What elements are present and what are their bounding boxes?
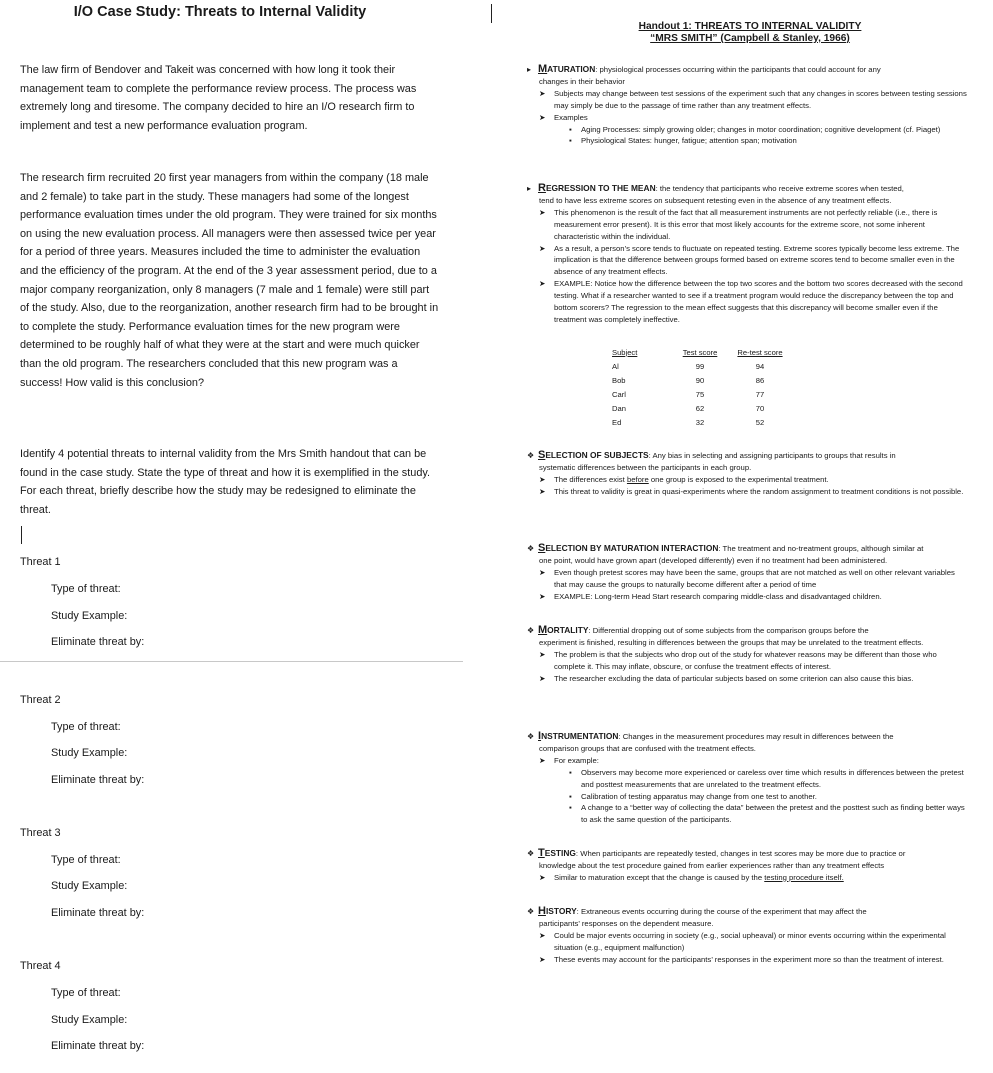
handout-title — [600, 21, 900, 45]
page-separator — [0, 661, 463, 662]
regression-heading: REGRESSION TO THE MEAN — [538, 182, 656, 194]
instrumentation-definition: : Changes in the measurement procedures may result in differences between the — [618, 732, 894, 741]
list-item: ➤ For example: — [539, 755, 599, 765]
list-item: ➤ Examples — [539, 112, 588, 122]
list-item: ➤ This phenomenon is the result of the fact that all measurement instruments are not perfectly reliable (i.e., there is measurement error present). It is this error that most likely accounts for the extreme score, not some inherent characteristic within the individual. — [539, 207, 938, 241]
threat-2-type[interactable]: Type of threat: — [51, 721, 121, 733]
list-item: ▪ Calibration of testing apparatus may change from one test to another. — [569, 791, 817, 801]
arrow-icon: ➤ — [539, 207, 546, 217]
threat-3-example[interactable]: Study Example: — [51, 880, 128, 892]
arrow-icon: ➤ — [539, 872, 546, 882]
table-row: Carl 75 77 — [612, 389, 765, 399]
threat-2-eliminate[interactable]: Eliminate threat by: — [51, 774, 145, 786]
square-bullet-icon: ▪ — [569, 791, 572, 801]
threat-2-example[interactable]: Study Example: — [51, 747, 128, 759]
selmat-definition-2: one point, would have grown apart (developed differently) even if no treatment had been administered. — [539, 555, 888, 565]
arrow-icon: ➤ — [539, 279, 546, 289]
table-row: Ed 32 52 — [612, 417, 765, 427]
regression-definition: : the tendency that participants who receive extreme scores when tested, — [655, 184, 904, 193]
list-item: ▪ Physiological States: hunger, fatigue; attention span; motivation — [569, 136, 797, 146]
list-item: ➤ Even though pretest scores may have been the same, groups that are not matched as well on other relevant variables that may cause the groups to naturally become different after a period of time — [539, 567, 955, 589]
list-item: ➤ This threat to validity is great in quasi-experiments where the random assignment to treatment conditions is not possible. — [539, 486, 964, 496]
table-row: Al 99 94 — [612, 361, 765, 371]
instrumentation-heading: INSTRUMENTATION — [538, 730, 619, 742]
section-mortality — [527, 625, 969, 685]
table-header-row — [612, 345, 788, 359]
section-maturation — [527, 64, 969, 147]
list-item: ➤ As a result, a person’s score tends to fluctuate on repeated testing. Extreme scores typically become less extreme. The implication is that the difference between groups formed based on extreme scores tend to become smaller even in the absence of any treatment effects. — [539, 243, 960, 277]
handout-title-line2: “MRS SMITH” (Campbell & Stanley, 1966) — [650, 33, 850, 44]
section-history — [527, 906, 969, 966]
col-retest-score: Re-test score — [737, 347, 783, 357]
arrow-icon: ➤ — [539, 243, 546, 253]
intro-paragraph[interactable]: The law firm of Bendover and Takeit was concerned with how long it took their management team to complete the performance review process. The process was extremely long and tiresome. The company decided to hire an I/O research firm to implement and test a new performance evaluation program. — [20, 64, 417, 132]
section-testing — [527, 848, 969, 884]
list-item: ▪ Observers may become more experienced or careless over time which results in differences between the pretest and posttest measurements that are unrelated to the treatment effects. — [569, 767, 964, 789]
maturation-definition: : physiological processes occurring within the participants that could account for any — [595, 65, 881, 74]
square-bullet-icon: ▪ — [569, 136, 572, 146]
diamond-bullet-icon: ❖ — [527, 849, 535, 858]
arrow-icon: ➤ — [539, 673, 546, 683]
diamond-bullet-icon: ❖ — [527, 544, 535, 553]
list-item: ➤ EXAMPLE: Long-term Head Start research comparing middle-class and disadvantaged children. — [539, 591, 882, 601]
diamond-bullet-icon: ❖ — [527, 732, 535, 741]
list-item: ➤ These events may account for the participants’ responses in the experiment more so than the treatment of interest. — [539, 954, 944, 964]
maturation-definition-2: changes in their behavior — [539, 76, 625, 86]
threat-2-label: Threat 2 — [20, 694, 61, 706]
selection-definition-2: systematic differences between the participants in each group. — [539, 462, 752, 472]
threat-4-eliminate[interactable]: Eliminate threat by: — [51, 1040, 145, 1052]
selection-definition: : Any bias in selecting and assigning participants to groups that results in — [648, 451, 896, 460]
list-item: ➤ Subjects may change between test sessions of the experiment such that any changes in scores between testing sessions may simply be due to the passage of time rather than any treatment effects. — [539, 88, 967, 110]
square-bullet-icon: ▪ — [569, 803, 572, 813]
arrow-icon: ➤ — [539, 755, 546, 765]
selmat-definition: : The treatment and no-treatment groups, although similar at — [718, 544, 924, 553]
list-item: ➤ EXAMPLE: Notice how the difference between the top two scores and the bottom two scores decreased with the second testing. What if a researcher wanted to see if a treatment program would reduce the discrepancy between the top and bottom scorers? The regression to the mean effect suggests that this discrepancy will become smaller even if the treatment was completely ineffective. — [539, 279, 963, 324]
threat-4-type[interactable]: Type of threat: — [51, 987, 121, 999]
instructions-paragraph[interactable]: Identify 4 potential threats to internal validity from the Mrs Smith handout that can be found in the case study. State the type of threat and how it is exemplified in the study. For each threat, briefly describe how the study may be redesigned to eliminate the threat. — [20, 448, 431, 516]
history-heading: HISTORY — [538, 905, 577, 917]
section-instrumentation — [527, 731, 969, 826]
research-paragraph[interactable]: The research firm recruited 20 first year managers from within the company (18 male and 2 female) to take part in the study. These managers had some of the longest performance evaluation times under the old program. They were trained for six months on using the new evaluation process. All managers were then assessed twice per year for a period of three years. Measures included the time to administer the evaluation and the efficiency of the program. At the end of the 3 year assessment period, due to a major company reorganization, only 8 managers (7 male and 1 female) were still part of the study. Also, due to the reorganization, another research firm had to be brought in to complete the study. Performance evaluation times for the new program were determined to be roughly half of what they were at the start and were much quicker than the old program. The researchers concluded that this new program was a success! How valid is this conclusion? — [20, 172, 439, 389]
regression-definition-2: tend to have less extreme scores on subsequent retesting even in the absence of any treatment effects. — [539, 195, 892, 205]
selmat-heading: SELECTION BY MATURATION INTERACTION — [538, 542, 719, 554]
diamond-bullet-icon: ❖ — [527, 451, 535, 460]
testing-definition: : When participants are repeatedly tested, changes in test scores may be more due to practice or — [575, 849, 906, 858]
arrow-bullet-icon: ▸ — [527, 184, 532, 193]
arrow-icon: ➤ — [539, 649, 546, 659]
arrow-icon: ➤ — [539, 474, 546, 484]
arrow-icon: ➤ — [539, 591, 546, 601]
diamond-bullet-icon: ❖ — [527, 907, 535, 916]
diamond-bullet-icon: ❖ — [527, 626, 535, 635]
list-item: ➤ The problem is that the subjects who drop out of the study for whatever reasons may be different than those who complete it. This may inflate, obscure, or confuse the treatment effects of interest. — [539, 649, 937, 671]
list-item: ▪ A change to a “better way of collecting the data” between the pretest and the posttest such as finding better ways to ask the same question of the participants. — [569, 803, 965, 825]
case-study-title: I/O Case Study: Threats to Internal Validity — [73, 4, 367, 20]
square-bullet-icon: ▪ — [569, 767, 572, 777]
arrow-bullet-icon: ▸ — [527, 65, 532, 74]
arrow-icon: ➤ — [539, 567, 546, 577]
section-selection — [527, 450, 969, 498]
selection-heading: SELECTION OF SUBJECTS — [538, 449, 649, 461]
testing-definition-2: knowledge about the test procedure gained from earlier experiences rather than any treatment effects — [539, 860, 885, 870]
list-item: ➤ Could be major events occurring in society (e.g., social upheaval) or minor events occurring within the experimental situation (e.g., equipment malfunction) — [539, 930, 946, 952]
maturation-heading: MATURATION — [538, 63, 596, 75]
list-item: ➤ The differences exist before one group is exposed to the experimental treatment. — [539, 474, 829, 484]
testing-heading: TESTING — [538, 847, 576, 859]
instrumentation-definition-2: comparison groups that are confused with the treatment effects. — [539, 743, 756, 753]
table-row: Bob 90 86 — [612, 375, 765, 385]
threat-1-label: Threat 1 — [20, 556, 61, 568]
text-cursor — [21, 526, 22, 544]
history-definition-2: participants’ responses on the dependent measure. — [539, 918, 714, 928]
arrow-icon: ➤ — [539, 954, 546, 964]
handout-title-line1: Handout 1: THREATS TO INTERNAL VALIDITY — [638, 21, 862, 32]
mortality-heading: MORTALITY — [538, 624, 589, 636]
col-subject: Subject — [612, 347, 638, 357]
arrow-icon: ➤ — [539, 930, 546, 940]
table-row: Dan 62 70 — [612, 403, 765, 413]
square-bullet-icon: ▪ — [569, 124, 572, 134]
section-selection-maturation — [527, 543, 969, 603]
threat-4-example[interactable]: Study Example: — [51, 1014, 128, 1026]
threat-3-eliminate[interactable]: Eliminate threat by: — [51, 907, 145, 919]
score-table — [612, 345, 788, 429]
section-regression — [527, 183, 969, 326]
threat-1-type[interactable]: Type of threat: — [51, 583, 121, 595]
arrow-icon: ➤ — [539, 486, 546, 496]
arrow-icon: ➤ — [539, 88, 546, 98]
mortality-definition: : Differential dropping out of some subjects from the comparison groups before the — [588, 626, 869, 635]
text-cursor-top — [491, 4, 492, 23]
list-item: ➤ The researcher excluding the data of particular subjects based on some criterion can also cause this bias. — [539, 673, 914, 683]
list-item: ▪ Aging Processes: simply growing older; changes in motor coordination; cognitive development (cf. Piaget) — [569, 124, 941, 134]
mortality-definition-2: experiment is finished, resulting in differences between the groups that may be unrelated to the treatment effects. — [539, 637, 924, 647]
history-definition: : Extraneous events occurring during the course of the experiment that may affect the — [576, 907, 867, 916]
col-test-score: Test score — [682, 347, 718, 357]
threat-3-type[interactable]: Type of threat: — [51, 854, 121, 866]
threat-4-label: Threat 4 — [20, 960, 61, 972]
list-item: ➤ Similar to maturation except that the change is caused by the testing procedure itself. — [539, 872, 844, 882]
threat-1-eliminate[interactable]: Eliminate threat by: — [51, 636, 145, 648]
arrow-icon: ➤ — [539, 112, 546, 122]
threat-1-example[interactable]: Study Example: — [51, 610, 128, 622]
threat-3-label: Threat 3 — [20, 827, 61, 839]
